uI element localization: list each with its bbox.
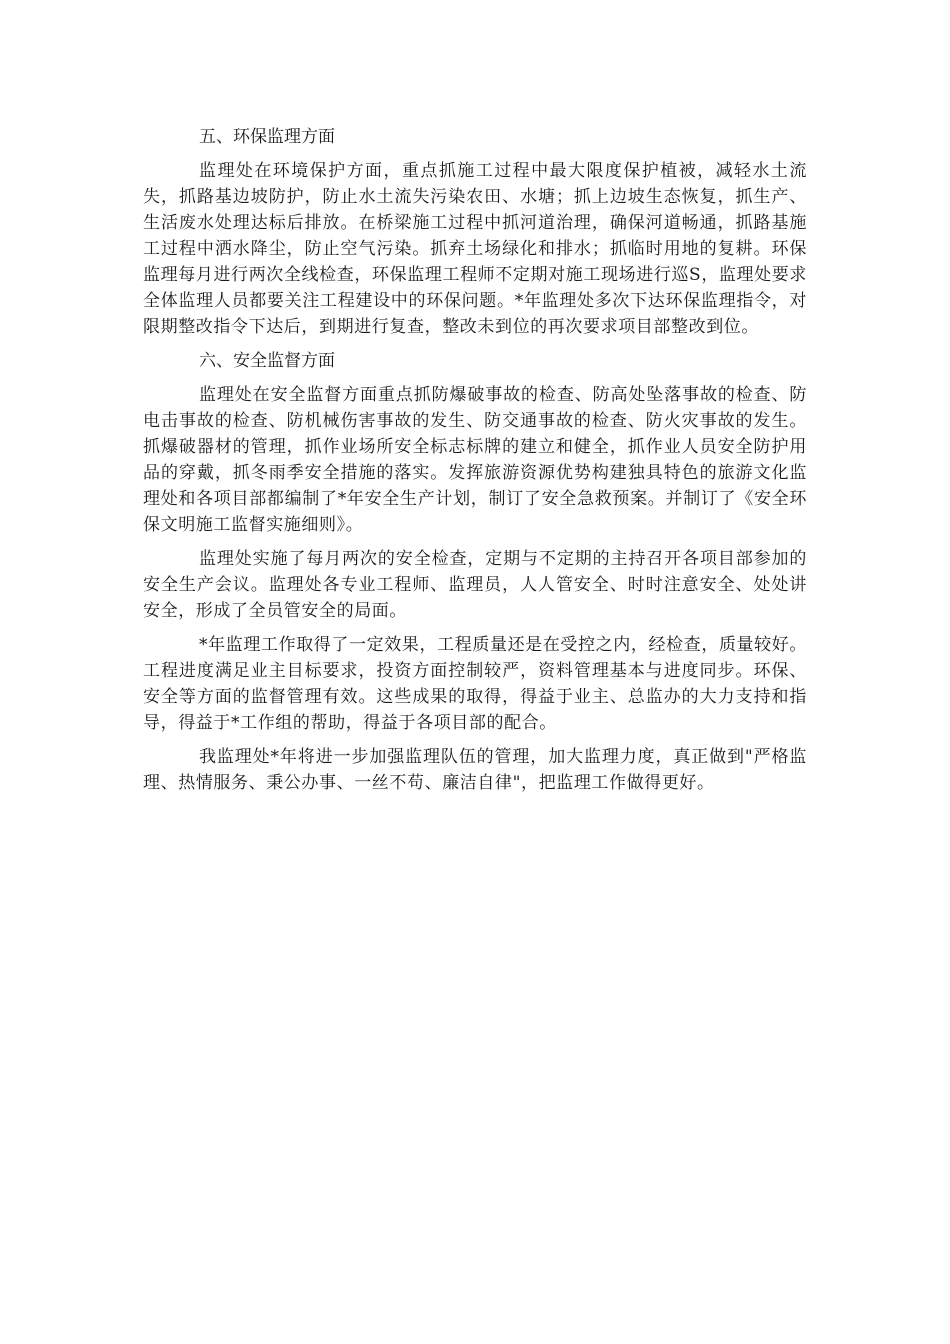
paragraph-annual-results: *年监理工作取得了一定效果，工程质量还是在受控之内，经检查，质量较好。工程进度满足业主目标要求，投资方面控制较严，资料管理基本与进度同步。环保、安全等方面的监督管理有效。这些成果的取得，得益于业主、总监办的大力支持和指导，得益于*工作组的帮助，得益于各项目部的配合。	[143, 635, 807, 733]
paragraph-safety-focus: 监理处在安全监督方面重点抓防爆破事故的检查、防高处坠落事故的检查、防电击事故的检查、防机械伤害事故的发生、防交通事故的检查、防火灾事故的发生。抓爆破器材的管理，抓作业场所安全标志标牌的建立和健全，抓作业人员安全防护用品的穿戴，抓冬雨季安全措施的落实。发挥旅游资源优势构建独具特色的旅游文化监理处和各项目部都编制了*年安全生产计划，制订了安全急救预案。并制订了《安全环保文明施工监督实施细则》。	[143, 385, 807, 535]
paragraph-future-plan: 我监理处*年将进一步加强监理队伍的管理，加大监理力度，真正做到"严格监理、热情服务、秉公办事、一丝不苟、廉洁自律"，把监理工作做得更好。	[143, 747, 807, 793]
document-body	[143, 124, 807, 804]
paragraph-safety-inspections: 监理处实施了每月两次的安全检查，定期与不定期的主持召开各项目部参加的安全生产会议。监理处各专业工程师、监理员，人人管安全、时时注意安全、处处讲安全，形成了全员管安全的局面。	[143, 549, 807, 621]
section-heading-safety: 六、安全监督方面	[199, 351, 335, 371]
paragraph-environmental-supervision: 监理处在环境保护方面，重点抓施工过程中最大限度保护植被，减轻水土流失，抓路基边坡防护，防止水土流失污染农田、水塘；抓上边坡生态恢复，抓生产、生活废水处理达标后排放。在桥梁施工过程中抓河道治理，确保河道畅通，抓路基施工过程中洒水降尘，防止空气污染。抓弃土场绿化和排水；抓临时用地的复耕。环保监理每月进行两次全线检查，环保监理工程师不定期对施工现场进行巡S，监理处要求全体监理人员都要关注工程建设中的环保问题。*年监理处多次下达环保监理指令，对限期整改指令下达后，到期进行复查，整改未到位的再次要求项目部整改到位。	[143, 161, 807, 337]
section-heading-environmental: 五、环保监理方面	[199, 127, 335, 147]
